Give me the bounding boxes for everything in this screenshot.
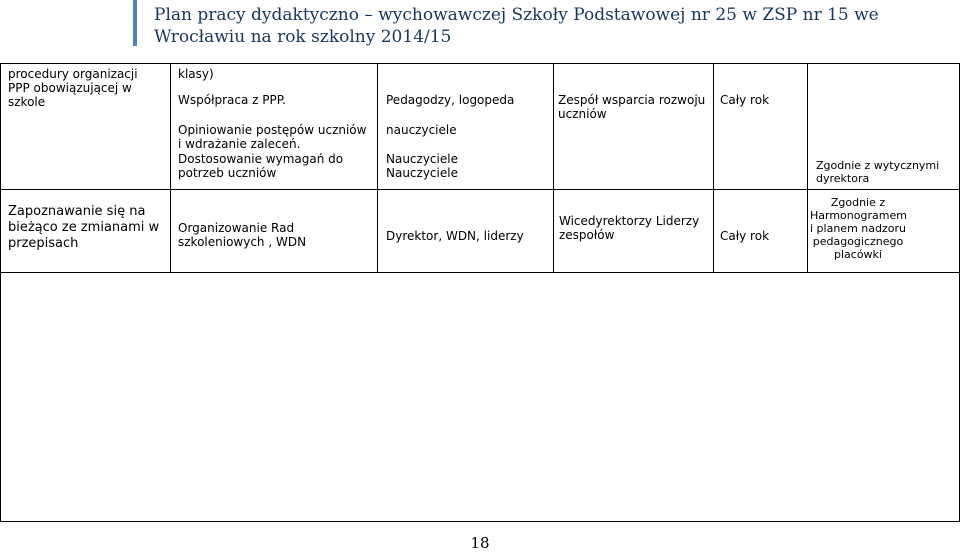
table-row-divider <box>0 189 960 190</box>
table-left-border <box>0 63 1 522</box>
table-sub-divider <box>0 272 960 273</box>
row2-team: Wicedyrektorzy Liderzy zespołów <box>559 214 700 242</box>
page-header-title: Plan pracy dydaktyczno – wychowawczej Szkoły Podstawowej nr 25 w ZSP nr 15 we Wrocławiu na rok szkolny 2014/15 <box>154 5 879 47</box>
row2-term: Cały rok <box>720 229 770 243</box>
row1-team: Zespół wsparcia rozwoju uczniów <box>558 93 706 121</box>
page-number: 18 <box>470 534 490 552</box>
row1-notes: Zgodnie z wytycznymi dyrektora <box>816 159 940 185</box>
table-bottom-border <box>0 521 960 522</box>
row1-task-cooperation: Współpraca z PPP. <box>178 93 286 107</box>
row1-task-opinion: Opiniowanie postępów uczniów i wdrażanie zaleceń. <box>178 123 367 151</box>
row2-task: Organizowanie Rad szkoleniowych , WDN <box>178 221 307 249</box>
row1-area-cell: procedury organizacji PPP obowiązującej w szkole <box>8 67 138 109</box>
row2-notes: Zgodnie z Harmonogramem i planem nadzoru pedagogicznego placówki <box>810 196 907 261</box>
row1-responsible-teachers-2: Nauczyciele <box>386 152 458 166</box>
row1-responsible-teachers: nauczyciele <box>386 123 457 137</box>
row2-responsible: Dyrektor, WDN, liderzy <box>386 229 524 243</box>
row1-task-adjust: Dostosowanie wymagań do potrzeb uczniów <box>178 152 344 180</box>
row1-responsible-teachers-3: Nauczyciele <box>386 166 458 180</box>
row1-task-continued: klasy) <box>178 67 214 81</box>
row1-responsible-main: Pedagodzy, logopeda <box>386 93 515 107</box>
column-divider-4 <box>713 63 714 273</box>
column-divider-2 <box>377 63 378 273</box>
row2-area-cell: Zapoznawanie się na bieżąco ze zmianami w przepisach <box>8 204 160 251</box>
table-top-border <box>0 63 960 64</box>
header-accent-bar <box>133 0 137 46</box>
column-divider-5 <box>807 63 808 273</box>
row1-term: Cały rok <box>720 93 770 107</box>
column-divider-1 <box>170 63 171 273</box>
